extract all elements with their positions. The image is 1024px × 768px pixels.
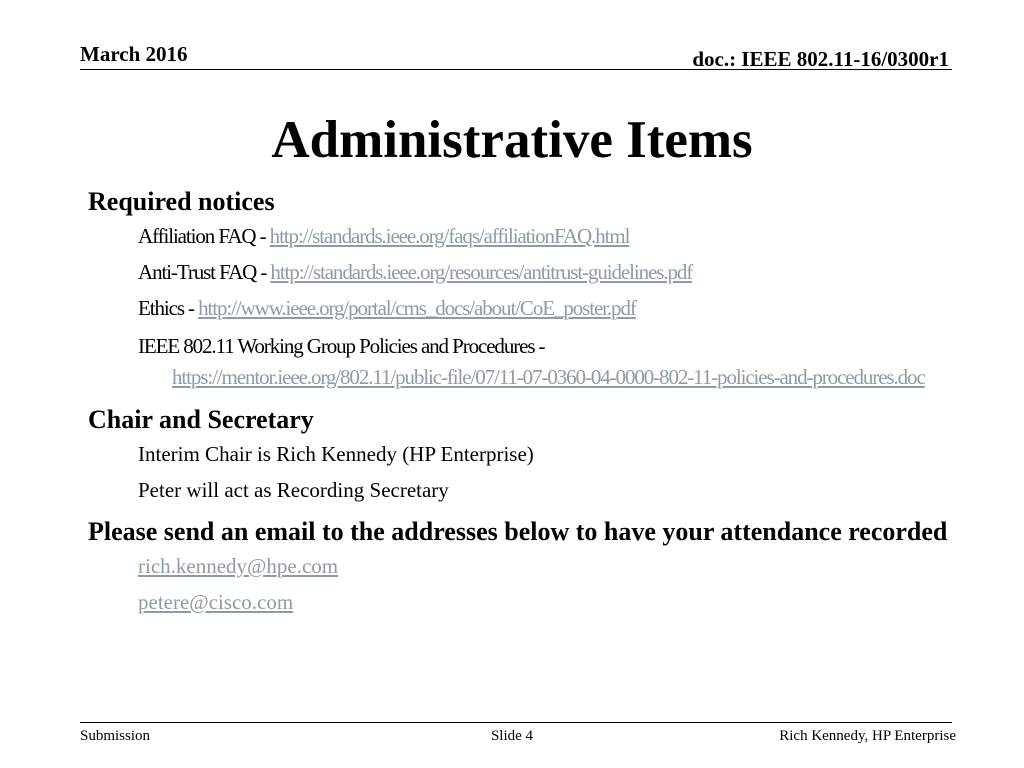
secretary-info: Peter will act as Recording Secretary: [138, 478, 449, 502]
heading-chair-secretary: Chair and Secretary: [88, 405, 314, 434]
notice-affiliation: [138, 223, 948, 249]
email-item: [138, 589, 948, 615]
email-peter-link[interactable]: petere@cisco.com: [138, 590, 294, 614]
policies-link[interactable]: https://mentor.ieee.org/802.11/public-file/07/11-07-0360-04-0000-802-11-policies-and-procedures.doc: [172, 365, 925, 389]
footer-divider: [80, 722, 952, 723]
slide-title: Administrative Items: [271, 111, 753, 169]
notice-antitrust-label: Anti-Trust FAQ -: [138, 260, 271, 284]
notice-policies: [138, 331, 948, 393]
heading-required-notices: Required notices: [88, 187, 275, 216]
footer-slide-number: Slide 4: [490, 728, 534, 744]
antitrust-faq-link[interactable]: http://standards.ieee.org/resources/antitrust-guidelines.pdf: [270, 260, 693, 284]
chair-info: Interim Chair is Rich Kennedy (HP Enterprise): [138, 442, 534, 466]
notice-affiliation-label: Affiliation FAQ -: [138, 224, 270, 248]
footer-submission: Submission: [80, 728, 151, 744]
heading-attendance: Please send an email to the addresses below to have your attendance recorded: [88, 517, 948, 546]
header-doc-id: doc.: IEEE 802.11-16/0300r1: [692, 47, 949, 71]
notice-policies-label: IEEE 802.11 Working Group Policies and Procedures -: [138, 334, 545, 358]
email-item: [138, 553, 948, 579]
affiliation-faq-link[interactable]: http://standards.ieee.org/faqs/affiliationFAQ.html: [269, 224, 630, 248]
footer-author: Rich Kennedy, HP Enterprise: [779, 728, 956, 744]
ethics-link[interactable]: http://www.ieee.org/portal/cms_docs/about/CoE_poster.pdf: [198, 296, 636, 320]
notice-ethics: [138, 295, 948, 321]
notice-antitrust: [138, 259, 948, 285]
slide-body: [88, 185, 948, 615]
header-divider: [80, 69, 952, 70]
notice-ethics-label: Ethics -: [138, 296, 199, 320]
email-rich-link[interactable]: rich.kennedy@hpe.com: [138, 554, 339, 578]
header-date: March 2016: [80, 42, 188, 66]
